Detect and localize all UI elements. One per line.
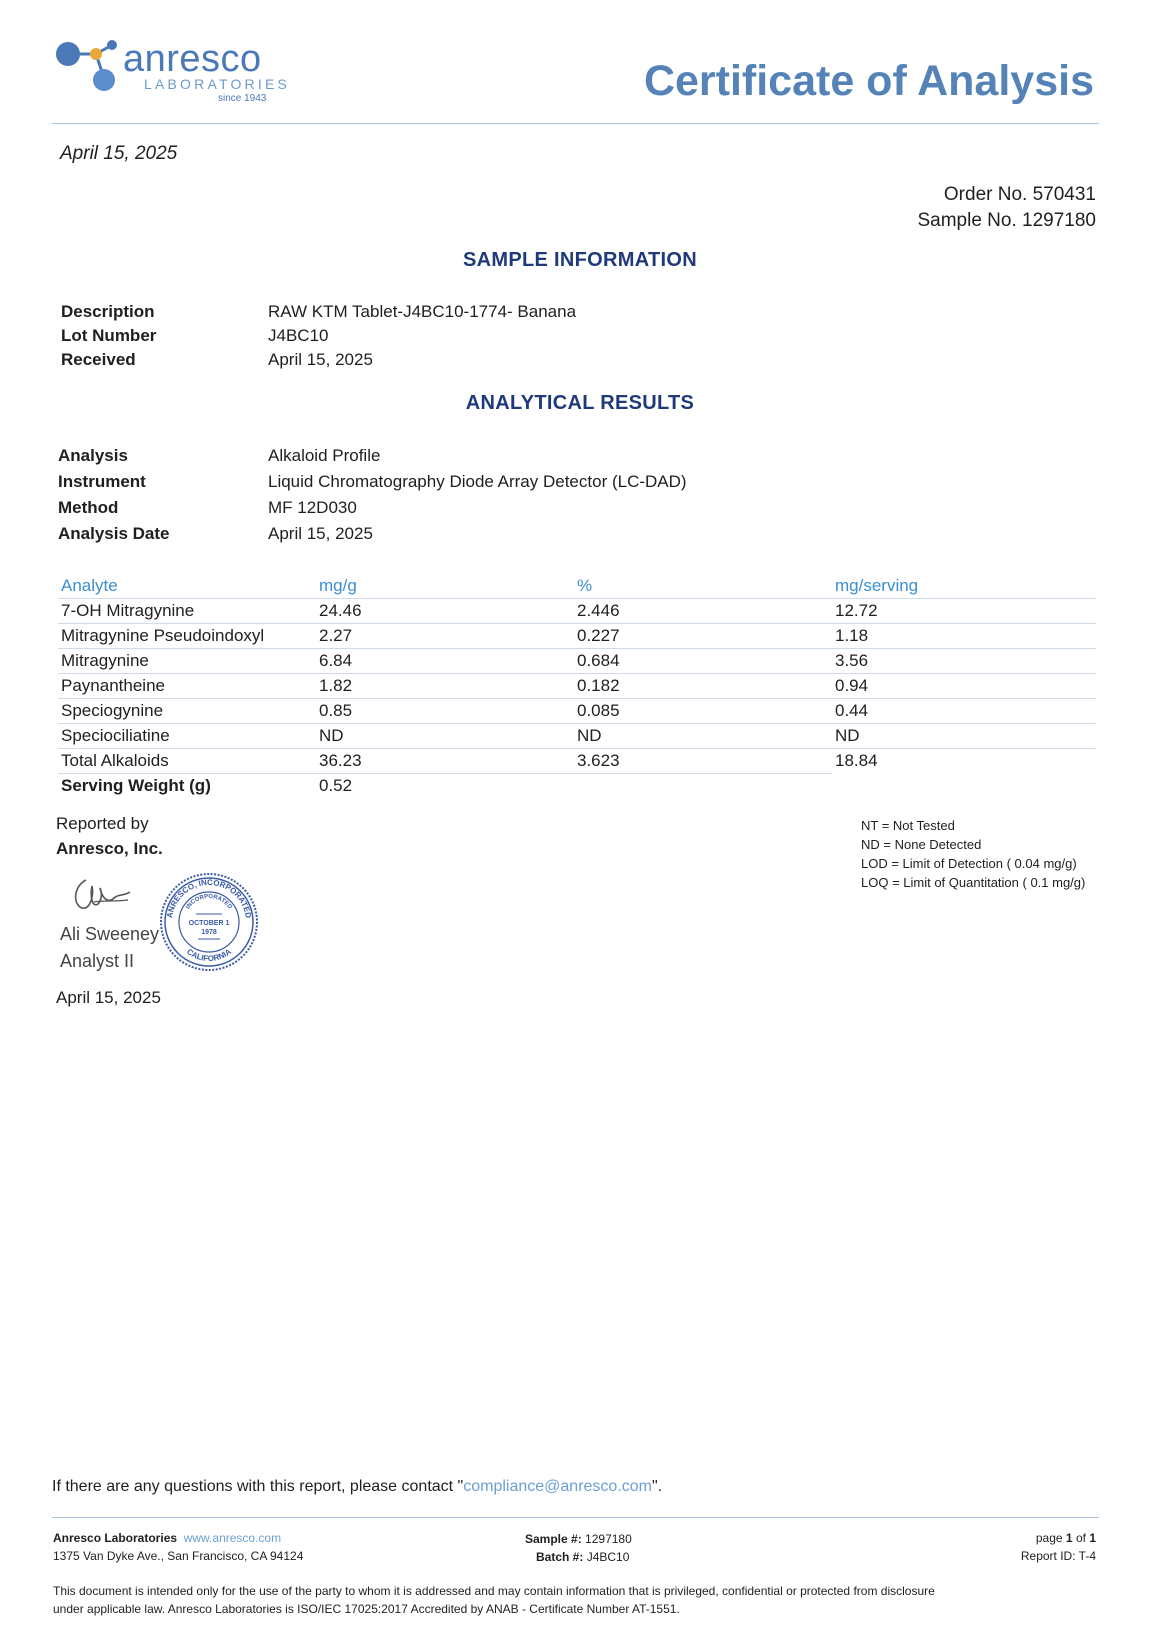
reported-by-label: Reported by [56,814,149,833]
legend-item: NT = Not Tested [861,818,955,833]
column-header: mg/serving [832,574,1096,599]
footer-page-total: 1 [1089,1531,1096,1545]
analysis-label: Analysis [58,446,128,465]
report-date: April 15, 2025 [60,143,178,164]
legend-item: ND = None Detected [861,837,982,852]
page-title: Certificate of Analysis [643,57,1094,105]
table-cell: 0.684 [574,649,832,674]
svg-text:CALIFORNIA [185,947,233,963]
table-row [58,599,1096,624]
legend [861,816,1085,892]
analyst-title: Analyst II [60,951,135,971]
table-header-row [58,574,1096,599]
footer-company-block [53,1529,303,1565]
table-cell: 3.623 [574,749,832,774]
serving-weight-label: Serving Weight (g) [61,776,211,795]
table-cell: 6.84 [316,649,574,674]
table-cell: 36.23 [316,749,574,774]
order-number: Order No. 570431 [943,184,1096,205]
table-row [58,674,1096,699]
serving-weight-value: 0.52 [319,776,353,795]
column-header: Analyte [58,574,316,599]
footer-address: 1375 Van Dyke Ave., San Francisco, CA 94124 [53,1549,304,1563]
footer-batch-label: Batch #: [536,1550,584,1564]
table-cell: Speciogynine [58,699,316,724]
table-cell: 12.72 [832,599,1096,624]
footer-company: Anresco Laboratories [53,1531,178,1545]
seal-year-text: 1978 [201,929,217,936]
analysis-value: Alkaloid Profile [268,446,381,465]
logo-molecule-icon [52,36,122,96]
analysis-label: Instrument [58,472,146,491]
footer-sample-block [525,1530,632,1566]
sample-info-value: April 15, 2025 [268,350,373,369]
table-cell: 3.56 [832,649,1096,674]
footer-page-of: of [1075,1531,1086,1545]
table-cell: 0.44 [832,699,1096,724]
contact-line [52,1478,662,1496]
footer-batch-value: J4BC10 [586,1550,630,1564]
table-cell: 2.27 [316,624,574,649]
contact-prefix: If there are any questions with this report, please contact " [52,1478,464,1495]
footer-page-current: 1 [1065,1531,1073,1545]
table-row [58,724,1096,749]
analysis-value: April 15, 2025 [268,524,373,543]
analysis-label: Analysis Date [58,524,170,543]
reported-date: April 15, 2025 [56,988,161,1007]
order-info [917,182,1096,234]
contact-suffix: ". [652,1478,663,1495]
reported-by-company: Anresco, Inc. [56,839,163,858]
table-cell: 0.94 [832,674,1096,699]
sample-number: Sample No. 1297180 [917,210,1096,231]
footer-website-link[interactable]: www.anresco.com [183,1531,282,1545]
compliance-email-link[interactable]: compliance@anresco.com [463,1478,652,1495]
analyst-name: Ali Sweeney [60,924,160,944]
table-cell: Mitragynine Pseudoindoxyl [58,624,316,649]
corporate-seal-icon [158,872,260,972]
results-table [58,574,1096,798]
footer-page-block [1021,1529,1096,1565]
table-cell: 24.46 [316,599,574,624]
footer-page-prefix: page [1035,1531,1063,1545]
table-row [58,749,1096,774]
table-cell: 2.446 [574,599,832,624]
sample-info-label: Received [61,350,136,369]
analysis-value: MF 12D030 [268,498,357,517]
legend-item: LOD = Limit of Detection ( 0.04 mg/g) [861,856,1077,871]
table-cell: Speciociliatine [58,724,316,749]
table-cell: 0.182 [574,674,832,699]
table-row [58,699,1096,724]
footer-report-id: Report ID: T-4 [1020,1549,1096,1563]
column-header: mg/g [316,574,574,599]
analysis-label: Method [58,498,119,517]
table-cell: 1.18 [832,624,1096,649]
legend-item: LOQ = Limit of Quantitation ( 0.1 mg/g) [861,875,1086,890]
table-cell: 0.085 [574,699,832,724]
table-cell: ND [574,724,832,749]
table-cell: Paynantheine [58,674,316,699]
table-cell: 18.84 [835,751,878,771]
table-cell: 0.227 [574,624,832,649]
analytical-results-title: ANALYTICAL RESULTS [465,392,695,414]
sample-info-value: J4BC10 [268,326,329,345]
analysis-value: Liquid Chromatography Diode Array Detector (LC-DAD) [268,472,687,491]
sample-info-value: RAW KTM Tablet-J4BC10-1774- Banana [268,302,577,321]
serving-weight-row [58,774,1096,799]
table-cell: ND [832,724,1096,749]
table-cell: 1.82 [316,674,574,699]
table-cell: Mitragynine [58,649,316,674]
table-row [58,624,1096,649]
sample-info-title: SAMPLE INFORMATION [463,249,697,271]
footer-disclaimer-line: under applicable law. Anresco Laboratories is ISO/IEC 17025:2017 Accredited by ANAB - Certificate Number AT-1551. [53,1602,680,1616]
header-divider [52,123,1099,124]
table-cell: 7-OH Mitragynine [58,599,316,624]
footer-divider [52,1517,1099,1518]
signature-icon [68,874,138,920]
seal-top-text: ANRESCO, INCORPORATED [165,877,253,919]
logo-subtitle: LABORATORIES [144,76,291,92]
seal-inner-text: INCORPORATED [185,893,233,911]
footer-disclaimer [53,1582,935,1618]
sample-info-label: Description [61,302,155,321]
table-row [58,649,1096,674]
logo-since: since 1943 [218,93,267,104]
seal-date-text: OCTOBER 1 [188,920,230,927]
logo-wordmark: anresco [123,38,262,80]
footer-sample-value: 1297180 [585,1532,632,1546]
sample-info-label: Lot Number [61,326,157,345]
column-header: % [574,574,832,599]
table-cell: ND [316,724,574,749]
seal-bottom-text: CALIFORNIA [185,947,233,964]
footer-sample-label: Sample #: [525,1532,582,1546]
table-cell: Total Alkaloids [58,749,316,774]
table-cell: 0.85 [316,699,574,724]
footer-disclaimer-line: This document is intended only for the use of the party to whom it is addressed and may contain information that is privileged, confidential or protected from disclosure [53,1584,935,1598]
